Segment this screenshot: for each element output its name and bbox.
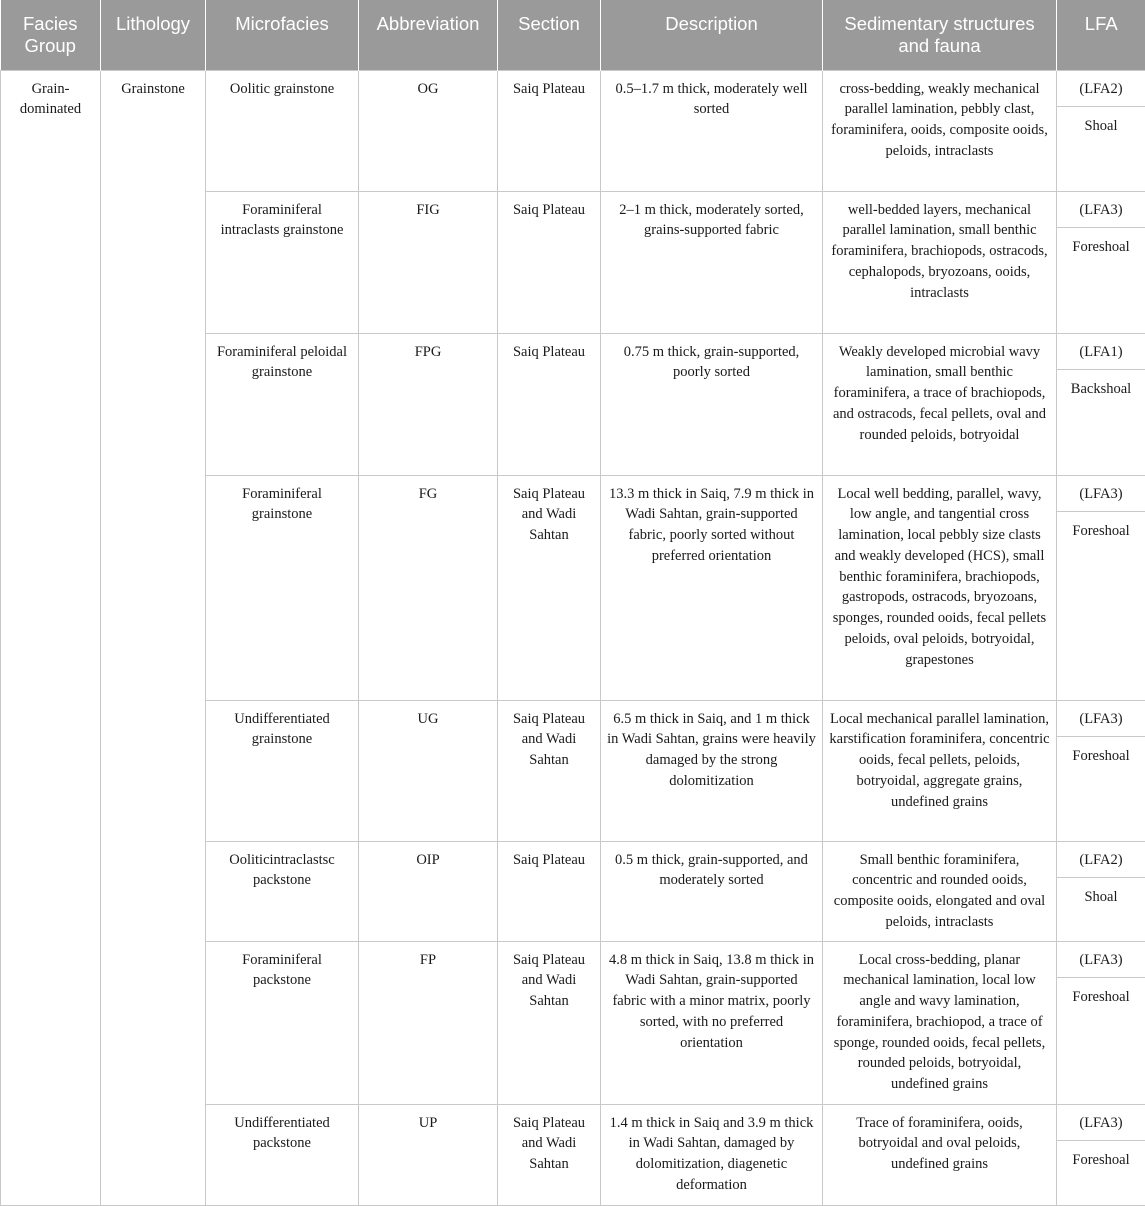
- lfa-code: (LFA1): [1057, 334, 1145, 370]
- microfacies-cell: Oolitic grainstone: [206, 70, 359, 191]
- lfa-cell: [1057, 941, 1145, 1104]
- section-cell: Saiq Plateau and Wadi Sahtan: [498, 1104, 601, 1205]
- header-section: Section: [498, 0, 601, 70]
- abbreviation-cell: UG: [359, 700, 498, 841]
- description-cell: 4.8 m thick in Saiq, 13.8 m thick in Wadi Sahtan, grain-supported fabric with a minor matrix, poorly sorted, with no preferred orientation: [601, 941, 823, 1104]
- microfacies-cell: Ooliticintraclastsc packstone: [206, 841, 359, 941]
- microfacies-cell: Foraminiferal peloidal grainstone: [206, 333, 359, 475]
- section-cell: Saiq Plateau and Wadi Sahtan: [498, 941, 601, 1104]
- header-lfa: LFA: [1057, 0, 1145, 70]
- microfacies-cell: Foraminiferal packstone: [206, 941, 359, 1104]
- lfa-cell: [1057, 475, 1145, 700]
- structures-cell: Weakly developed microbial wavy lamination, small benthic foraminifera, a trace of brachiopods, and ostracods, fecal pellets, oval and rounded peloids, botryoidal: [823, 333, 1057, 475]
- description-cell: 0.5 m thick, grain-supported, and moderately sorted: [601, 841, 823, 941]
- structures-cell: Small benthic foraminifera, concentric and rounded ooids, composite ooids, elongated and oval peloids, intraclasts: [823, 841, 1057, 941]
- lfa-name: Foreshoal: [1072, 1151, 1130, 1168]
- header-abbreviation: Abbreviation: [359, 0, 498, 70]
- section-cell: Saiq Plateau and Wadi Sahtan: [498, 475, 601, 700]
- lfa-cell: [1057, 700, 1145, 841]
- structures-cell: well-bedded layers, mechanical parallel lamination, small benthic foraminifera, brachiopods, ostracods, cephalopods, bryozoans, ooids, intraclasts: [823, 191, 1057, 333]
- section-cell: Saiq Plateau: [498, 333, 601, 475]
- abbreviation-cell: FIG: [359, 191, 498, 333]
- lfa-name: Shoal: [1084, 117, 1118, 134]
- description-cell: 1.4 m thick in Saiq and 3.9 m thick in Wadi Sahtan, damaged by dolomitization, diagenetic deformation: [601, 1104, 823, 1205]
- header-lithology: Lithology: [101, 0, 206, 70]
- lfa-code: (LFA2): [1057, 842, 1145, 878]
- facies-group-cell: Grain-dominated: [1, 70, 101, 1205]
- lfa-code: (LFA3): [1057, 942, 1145, 978]
- microfacies-cell: Undifferentiated grainstone: [206, 700, 359, 841]
- description-cell: 2–1 m thick, moderately sorted, grains-supported fabric: [601, 191, 823, 333]
- section-cell: Saiq Plateau: [498, 841, 601, 941]
- lfa-name: Foreshoal: [1072, 747, 1130, 764]
- lfa-name: Shoal: [1084, 888, 1118, 905]
- lithology-cell: Grainstone: [101, 70, 206, 1205]
- description-cell: 6.5 m thick in Saiq, and 1 m thick in Wadi Sahtan, grains were heavily damaged by the strong dolomitization: [601, 700, 823, 841]
- lfa-name: Foreshoal: [1072, 238, 1130, 255]
- lfa-name: Backshoal: [1070, 380, 1132, 397]
- section-cell: Saiq Plateau: [498, 191, 601, 333]
- description-cell: 0.75 m thick, grain-supported, poorly sorted: [601, 333, 823, 475]
- lfa-cell: [1057, 70, 1145, 191]
- header-facies-group: Facies Group: [1, 0, 101, 70]
- lfa-code: (LFA3): [1057, 1105, 1145, 1141]
- abbreviation-cell: UP: [359, 1104, 498, 1205]
- lfa-code: (LFA3): [1057, 476, 1145, 512]
- abbreviation-cell: OG: [359, 70, 498, 191]
- lfa-code: (LFA2): [1057, 71, 1145, 107]
- header-description: Description: [601, 0, 823, 70]
- microfacies-cell: Foraminiferal intraclasts grainstone: [206, 191, 359, 333]
- structures-cell: Local mechanical parallel lamination, karstification foraminifera, concentric ooids, fecal pellets, peloids, botryoidal, aggregate grains, undefined grains: [823, 700, 1057, 841]
- microfacies-cell: Foraminiferal grainstone: [206, 475, 359, 700]
- abbreviation-cell: OIP: [359, 841, 498, 941]
- microfacies-cell: Undifferentiated packstone: [206, 1104, 359, 1205]
- section-cell: Saiq Plateau: [498, 70, 601, 191]
- header-structures: Sedimentary structures and fauna: [823, 0, 1057, 70]
- lfa-cell: [1057, 841, 1145, 941]
- structures-cell: Local well bedding, parallel, wavy, low angle, and tangential cross lamination, local pebbly size clasts and weakly developed (HCS), small benthic foraminifera, brachiopods, gastropods, ostracods, bryozoans, sponges, rounded ooids, fecal pellets peloids, oval peloids, botryoidal, grapestones: [823, 475, 1057, 700]
- description-cell: 0.5–1.7 m thick, moderately well sorted: [601, 70, 823, 191]
- lfa-cell: [1057, 333, 1145, 475]
- section-cell: Saiq Plateau and Wadi Sahtan: [498, 700, 601, 841]
- lfa-name: Foreshoal: [1072, 988, 1130, 1005]
- header-row: [1, 0, 1145, 70]
- description-cell: 13.3 m thick in Saiq, 7.9 m thick in Wadi Sahtan, grain-supported fabric, poorly sorted without preferred orientation: [601, 475, 823, 700]
- lfa-cell: [1057, 1104, 1145, 1205]
- structures-cell: Trace of foraminifera, ooids, botryoidal and oval peloids, undefined grains: [823, 1104, 1057, 1205]
- abbreviation-cell: FP: [359, 941, 498, 1104]
- abbreviation-cell: FG: [359, 475, 498, 700]
- table-row: [1, 70, 1145, 191]
- structures-cell: cross-bedding, weakly mechanical parallel lamination, pebbly clast, foraminifera, ooids, composite ooids, peloids, intraclasts: [823, 70, 1057, 191]
- lfa-code: (LFA3): [1057, 192, 1145, 228]
- header-microfacies: Microfacies: [206, 0, 359, 70]
- lfa-code: (LFA3): [1057, 701, 1145, 737]
- abbreviation-cell: FPG: [359, 333, 498, 475]
- lfa-name: Foreshoal: [1072, 522, 1130, 539]
- lfa-cell: [1057, 191, 1145, 333]
- structures-cell: Local cross-bedding, planar mechanical lamination, local low angle and wavy lamination, foraminifera, brachiopod, a trace of sponge, rounded ooids, fecal pellets, rounded peloids, botryoidal, undefined grains: [823, 941, 1057, 1104]
